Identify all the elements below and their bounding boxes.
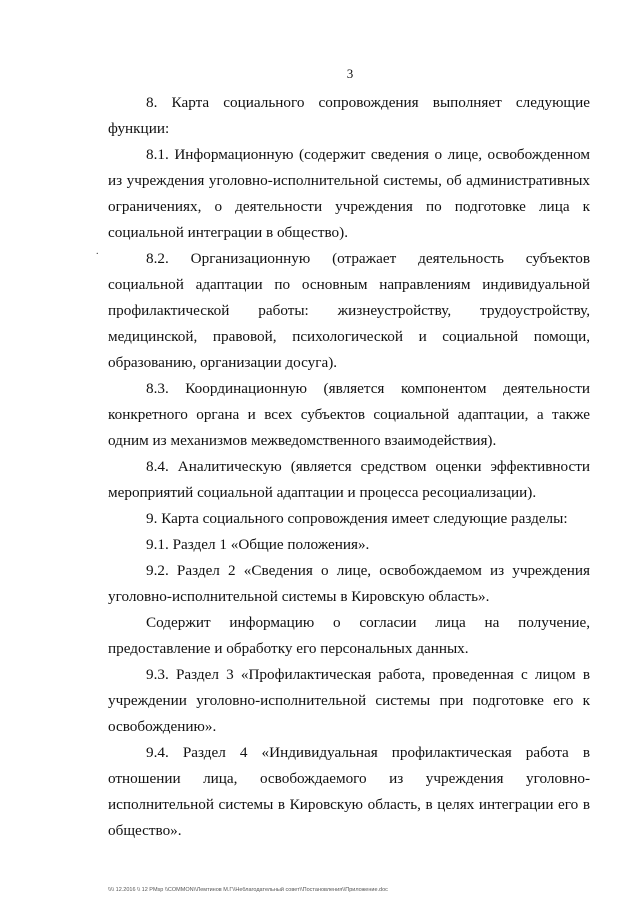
file-path-footer: \\\\ 12.2016 \\ 12 PMsp \\COMMON\\Лемтинов М.Г\\Неблагодательный совет\\Постановления\\Приложение.doc	[108, 887, 388, 893]
paragraph-9-2-consent: Содержит информацию о согласии лица на получение, предоставление и обработку его персональных данных.	[108, 614, 590, 657]
paragraph-9-4: 9.4. Раздел 4 «Индивидуальная профилактическая работа в отношении лица, освобождаемого из учреждения уголовно-исполнительной системы в Кировскую область, в целях интеграции его в общество».	[108, 744, 590, 839]
paragraph-8-4: 8.4. Аналитическую (является средством оценки эффективности мероприятий социальной адаптации и процесса ресоциализации).	[108, 458, 590, 501]
paragraph-9-3: 9.3. Раздел 3 «Профилактическая работа, проведенная с лицом в учреждении уголовно-исполнительной системы при подготовке его к освобождению».	[108, 666, 590, 735]
paragraph-9-1: 9.1. Раздел 1 «Общие положения».	[146, 536, 370, 553]
document-body	[108, 90, 590, 844]
paragraph-9-2: 9.2. Раздел 2 «Сведения о лице, освобождаемом из учреждения уголовно-исполнительной системы в Кировскую область».	[108, 562, 590, 605]
paragraph-8-1: 8.1. Информационную (содержит сведения о лице, освобожденном из учреждения уголовно-исполнительной системы, об административных ограничениях, о деятельности учреждения по подготовке лица к социальной интеграции в общество).	[108, 146, 590, 241]
paragraph-8: 8. Карта социального сопровождения выполняет следующие функции:	[108, 94, 590, 137]
margin-mark: .	[96, 246, 99, 257]
page-number: 3	[346, 66, 354, 81]
paragraph-8-3: 8.3. Координационную (является компонентом деятельности конкретного органа и всех субъектов социальной адаптации, а также одним из механизмов межведомственного взаимодействия).	[108, 380, 590, 449]
paragraph-9: 9. Карта социального сопровождения имеет следующие разделы:	[146, 510, 568, 527]
paragraph-8-2: 8.2. Организационную (отражает деятельность субъектов социальной адаптации по основным направлениям индивидуальной профилактической работы: жизнеустройству, трудоустройству, медицинской, правовой, психологической и социальной помощи, образованию, организации досуга).	[108, 250, 590, 371]
